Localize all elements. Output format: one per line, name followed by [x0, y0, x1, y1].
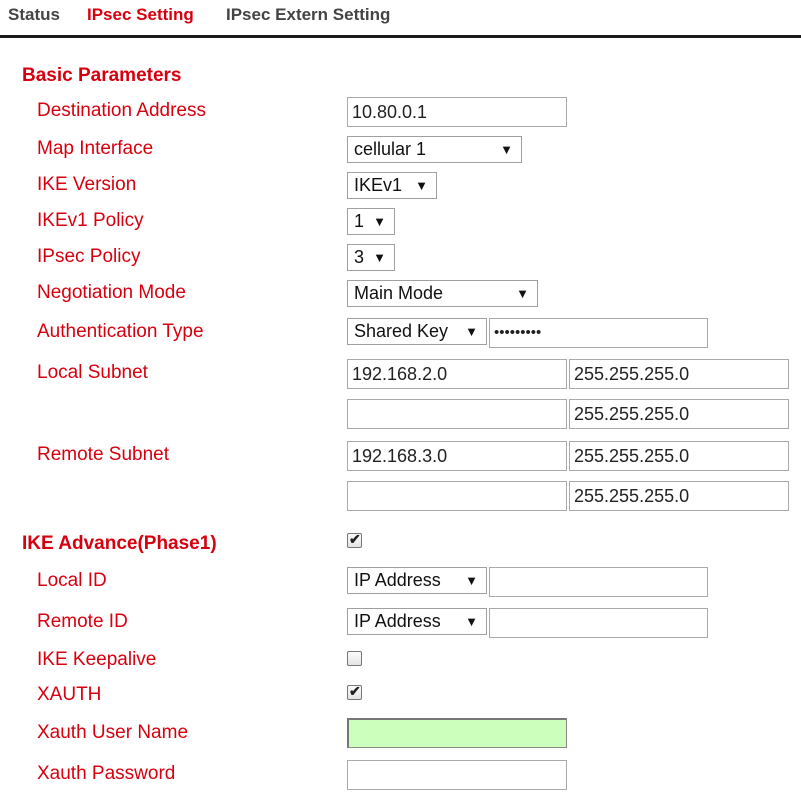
local-id-input[interactable] [489, 567, 708, 597]
map-interface-label: Map Interface [37, 138, 154, 159]
tab-ipsec-setting[interactable]: IPsec Setting [87, 5, 194, 24]
remote-subnet-ip-input[interactable] [347, 441, 567, 471]
section-basic-parameters: Basic Parameters [22, 65, 182, 86]
chevron-down-icon: ▼ [373, 250, 386, 265]
negotiation-mode-value: Main Mode [354, 283, 444, 303]
check-icon: ✔ [349, 683, 361, 699]
xauth-password-label: Xauth Password [37, 763, 176, 784]
chevron-down-icon: ▼ [373, 214, 386, 229]
ike-advance-checkbox[interactable] [347, 533, 362, 548]
ikev1-policy-select[interactable] [347, 208, 395, 235]
local-subnet-label: Local Subnet [37, 362, 148, 383]
tab-status[interactable]: Status [8, 5, 60, 24]
ike-keepalive-label: IKE Keepalive [37, 649, 157, 670]
chevron-down-icon: ▼ [465, 573, 478, 588]
local-subnet-ip-input[interactable] [347, 359, 567, 389]
chevron-down-icon: ▼ [465, 614, 478, 629]
remote-id-input[interactable] [489, 608, 708, 638]
local-subnet-mask-input[interactable] [569, 359, 789, 389]
authentication-type-value: Shared Key [354, 321, 449, 341]
remote-subnet-mask-input[interactable] [569, 441, 789, 471]
local-subnet-mask-input-2[interactable] [569, 399, 789, 429]
remote-id-label: Remote ID [37, 611, 128, 632]
section-ike-advance: IKE Advance(Phase1) [22, 533, 217, 554]
xauth-user-name-input[interactable] [347, 718, 567, 748]
remote-id-type-select[interactable] [347, 608, 487, 635]
ikev1-policy-value: 1 [354, 211, 365, 231]
shared-key-input[interactable]: ••••••••• [489, 318, 708, 348]
negotiation-mode-label: Negotiation Mode [37, 282, 186, 303]
map-interface-select[interactable] [347, 136, 522, 163]
ike-version-value: IKEv1 [354, 175, 403, 195]
remote-subnet-label: Remote Subnet [37, 444, 170, 465]
remote-subnet-mask-input-2[interactable] [569, 481, 789, 511]
chevron-down-icon: ▼ [516, 286, 529, 301]
ipsec-policy-label: IPsec Policy [37, 246, 141, 267]
map-interface-value: cellular 1 [354, 139, 427, 159]
local-id-type-select[interactable] [347, 567, 487, 594]
ike-version-select[interactable] [347, 172, 437, 199]
chevron-down-icon: ▼ [415, 178, 428, 193]
authentication-type-select[interactable] [347, 318, 487, 345]
tab-bar [0, 0, 801, 38]
remote-id-type-value: IP Address [354, 611, 441, 631]
tab-ipsec-extern-setting[interactable]: IPsec Extern Setting [226, 5, 391, 24]
xauth-user-name-label: Xauth User Name [37, 722, 189, 743]
destination-address-input[interactable] [347, 97, 567, 127]
check-icon: ✔ [349, 531, 361, 547]
xauth-label: XAUTH [37, 684, 102, 705]
destination-address-label: Destination Address [37, 100, 206, 121]
ikev1-policy-label: IKEv1 Policy [37, 210, 144, 231]
local-id-label: Local ID [37, 570, 107, 591]
ike-keepalive-checkbox[interactable] [347, 651, 362, 666]
chevron-down-icon: ▼ [465, 324, 478, 339]
local-subnet-ip-input-2[interactable] [347, 399, 567, 429]
negotiation-mode-select[interactable] [347, 280, 538, 307]
ike-version-label: IKE Version [37, 174, 137, 195]
chevron-down-icon: ▼ [500, 142, 513, 157]
local-id-type-value: IP Address [354, 570, 441, 590]
ipsec-policy-select[interactable] [347, 244, 395, 271]
remote-subnet-ip-input-2[interactable] [347, 481, 567, 511]
xauth-checkbox[interactable] [347, 685, 362, 700]
authentication-type-label: Authentication Type [37, 321, 204, 342]
ipsec-policy-value: 3 [354, 247, 365, 267]
xauth-password-input[interactable] [347, 760, 567, 790]
